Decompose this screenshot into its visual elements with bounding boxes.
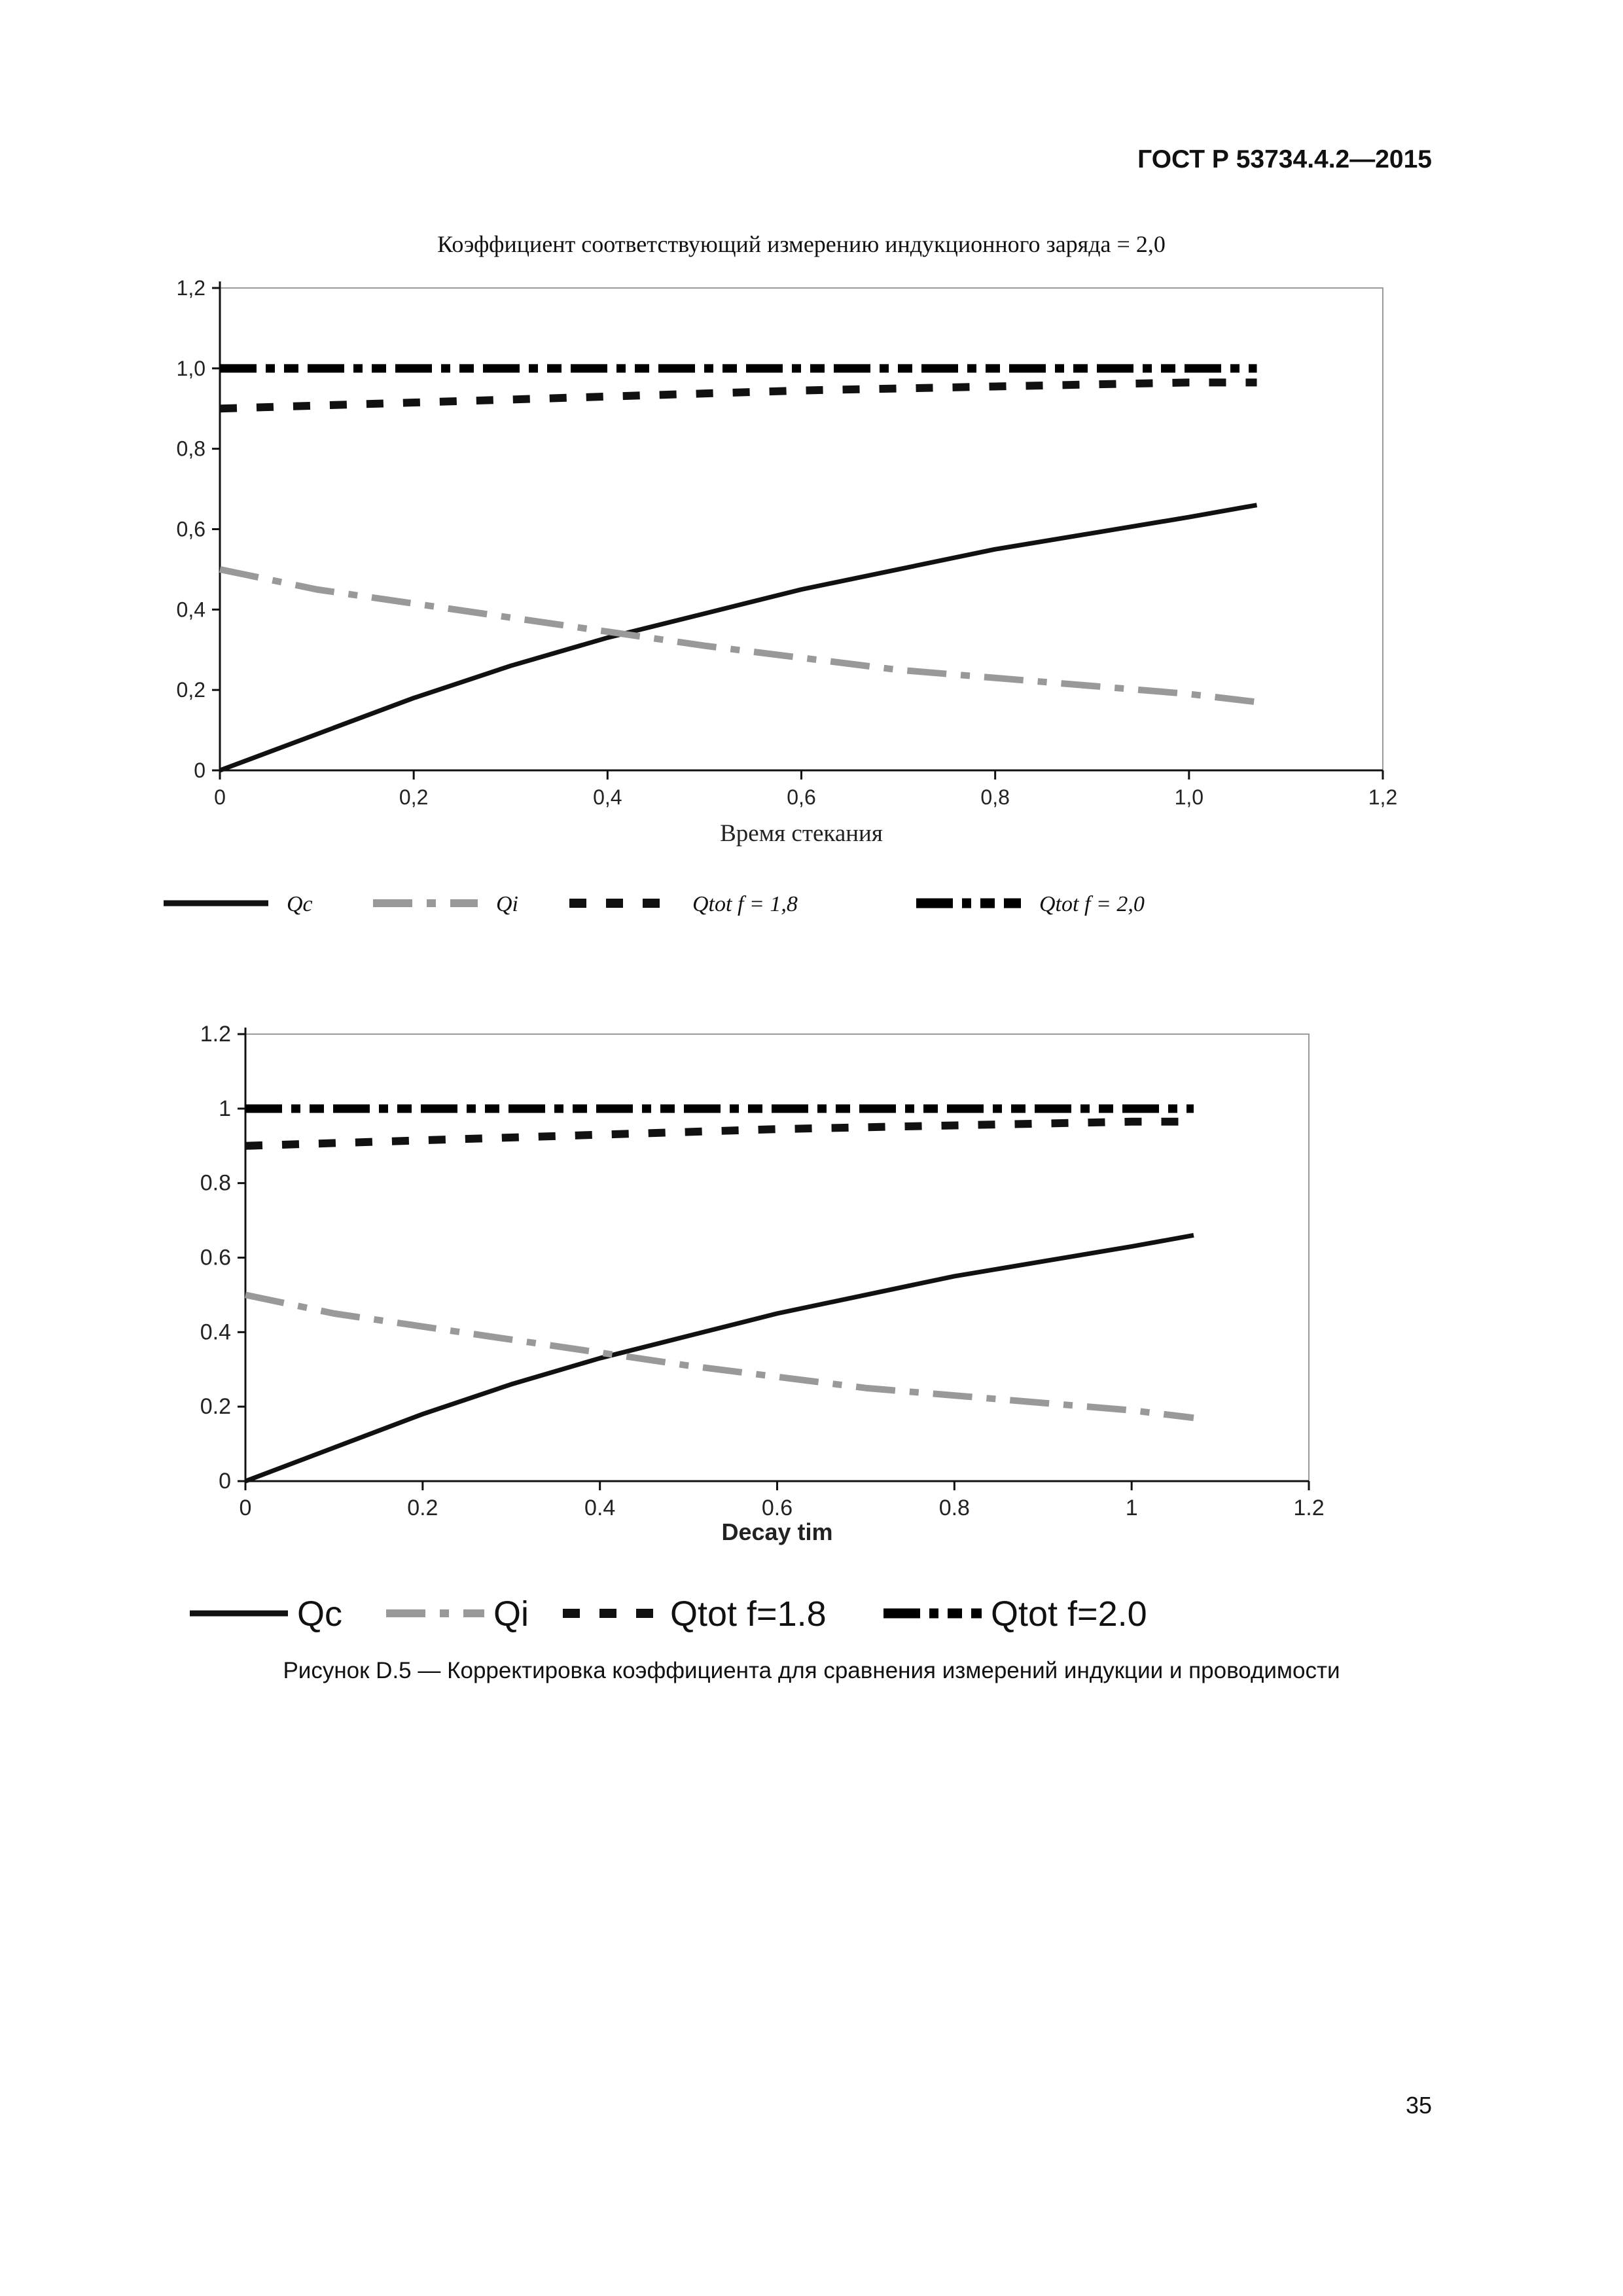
legend-label-3: Qtot f=1.8 bbox=[670, 1594, 827, 1634]
y-tick-label: 1,2 bbox=[176, 276, 205, 300]
y-tick-label: 1,0 bbox=[176, 356, 205, 380]
y-tick-label: 1.2 bbox=[200, 1022, 231, 1047]
series-line-2 bbox=[245, 1295, 1194, 1418]
x-tick-label: 0,2 bbox=[399, 785, 429, 809]
figure-caption: Рисунок D.5 — Корректировка коэффициента для сравнения измерений индукции и проводимости bbox=[283, 1658, 1340, 1683]
x-tick-label: 1.2 bbox=[1293, 1496, 1325, 1520]
legend-label-2: Qi bbox=[493, 1594, 529, 1634]
x-tick-label: 0,4 bbox=[593, 785, 622, 809]
plot-area-frame bbox=[245, 1034, 1309, 1481]
y-tick-label: 0,4 bbox=[176, 598, 205, 622]
series-line-3 bbox=[220, 382, 1257, 408]
series-line-3 bbox=[245, 1122, 1194, 1146]
y-tick-label: 0.8 bbox=[200, 1170, 231, 1196]
x-tick-label: 0.2 bbox=[407, 1496, 438, 1520]
y-tick-label: 0 bbox=[219, 1469, 231, 1494]
x-tick-label: 1,0 bbox=[1174, 785, 1204, 809]
legend-label-2: Qi bbox=[496, 891, 518, 916]
plot-area-frame bbox=[220, 288, 1383, 770]
y-tick-label: 0.6 bbox=[200, 1245, 231, 1270]
chart-2 bbox=[0, 995, 1623, 1649]
y-tick-label: 0.4 bbox=[200, 1319, 231, 1345]
y-tick-label: 0.2 bbox=[200, 1394, 231, 1420]
series-line-1 bbox=[245, 1235, 1194, 1481]
series-line-2 bbox=[220, 569, 1257, 702]
y-tick-label: 0,2 bbox=[176, 678, 205, 702]
x-axis-label: Decay tim bbox=[721, 1518, 833, 1545]
series-line-1 bbox=[220, 505, 1257, 770]
x-tick-label: 1 bbox=[1125, 1496, 1138, 1520]
y-tick-label: 0 bbox=[194, 759, 205, 782]
x-tick-label: 0 bbox=[214, 785, 226, 809]
page-number: 35 bbox=[1405, 2092, 1432, 2119]
x-tick-label: 0.8 bbox=[938, 1496, 970, 1520]
x-tick-label: 0,8 bbox=[980, 785, 1010, 809]
x-tick-label: 0.4 bbox=[584, 1496, 616, 1520]
y-tick-label: 0,8 bbox=[176, 437, 205, 461]
y-tick-label: 1 bbox=[219, 1096, 231, 1121]
x-tick-label: 0 bbox=[239, 1496, 252, 1520]
legend-label-3: Qtot f = 1,8 bbox=[692, 891, 798, 916]
legend-label-1: Qc bbox=[297, 1594, 343, 1634]
y-tick-label: 0,6 bbox=[176, 517, 205, 541]
legend-label-4: Qtot f=2.0 bbox=[991, 1594, 1147, 1634]
chart-1 bbox=[0, 216, 1623, 936]
chart-title: Коэффициент соответствующий измерению индукционного заряда = 2,0 bbox=[437, 231, 1166, 257]
legend-label-1: Qc bbox=[287, 891, 313, 916]
x-tick-label: 0.6 bbox=[761, 1496, 793, 1520]
x-axis-label: Время стекания bbox=[720, 820, 883, 847]
x-tick-label: 1,2 bbox=[1368, 785, 1398, 809]
x-tick-label: 0,6 bbox=[787, 785, 816, 809]
legend-label-4: Qtot f = 2,0 bbox=[1039, 891, 1145, 916]
document-header: ГОСТ Р 53734.4.2—2015 bbox=[1137, 145, 1432, 173]
